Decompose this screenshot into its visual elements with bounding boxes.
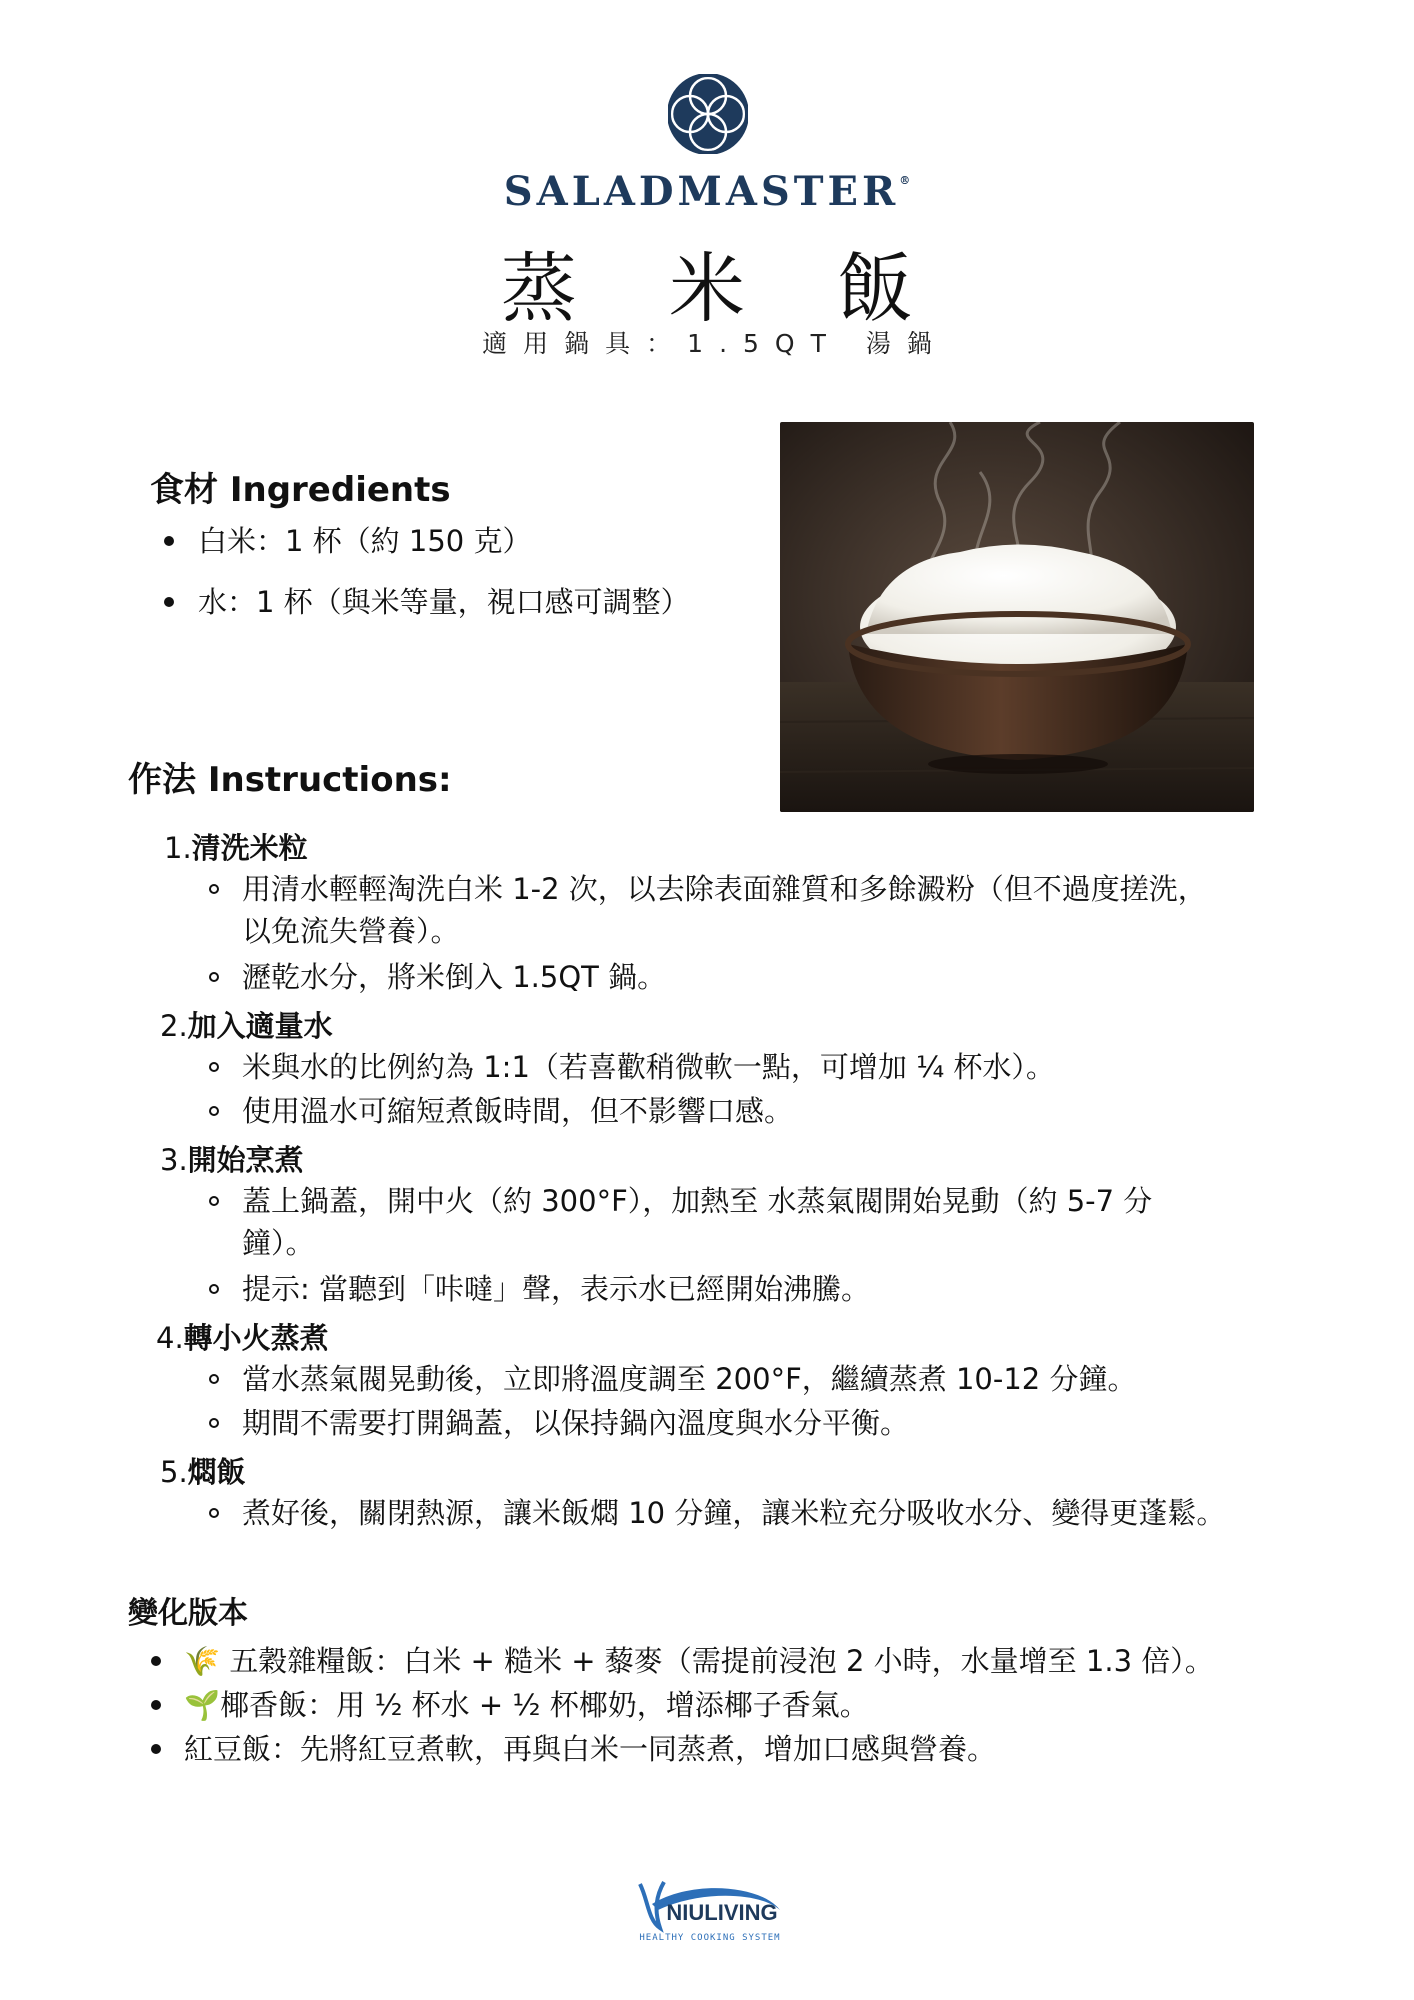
step-number: 4.: [156, 1321, 184, 1355]
seedling-icon: 🌱: [184, 1688, 221, 1722]
step-number: 2.: [160, 1009, 188, 1043]
step-point: 蓋上鍋蓋，開中火（約 300°F），加熱至 水蒸氣閥開始晃動（約 5-7 分: [242, 1184, 1153, 1218]
step-point-continued: 以免流失營養）。: [242, 914, 460, 948]
bullet-circle-icon: [209, 1106, 219, 1116]
step-point: 瀝乾水分，將米倒入 1.5QT 鍋。: [242, 960, 667, 994]
step-title-text: 燜飯: [187, 1455, 246, 1489]
bullet-icon: [164, 597, 174, 607]
step-title: [160, 1450, 246, 1491]
bullet-icon: [151, 1744, 161, 1754]
saladmaster-logo-icon: [668, 74, 748, 154]
page-title: 蒸 米 飯: [500, 244, 948, 333]
step-title: [164, 826, 308, 867]
footer-brand: NIULIVING: [666, 1900, 778, 1925]
step-number: 1.: [164, 831, 192, 865]
step-number: 5.: [160, 1455, 188, 1489]
variation-item: [184, 1684, 869, 1726]
step-point: 期間不需要打開鍋蓋，以保持鍋內溫度與水分平衡。: [242, 1406, 910, 1440]
step-number: 3.: [160, 1143, 188, 1177]
variation-text: 五穀雜糧飯：白米 + 糙米 + 藜麥（需提前浸泡 2 小時，水量增至 1.3 倍）。: [229, 1644, 1214, 1678]
footer-tagline: HEALTHY COOKING SYSTEM: [639, 1933, 781, 1943]
step-title-text: 轉小火蒸煮: [183, 1321, 329, 1355]
step-title-text: 加入適量水: [187, 1009, 333, 1043]
ingredient-item: 水：1 杯（與米等量，視口感可調整）: [198, 585, 690, 619]
variation-text: 紅豆飯：先將紅豆煮軟，再與白米一同蒸煮，增加口感與營養。: [184, 1732, 997, 1766]
step-title: [156, 1316, 329, 1357]
step-point: 使用溫水可縮短煮飯時間，但不影響口感。: [242, 1094, 794, 1128]
step-point: 用清水輕輕淘洗白米 1-2 次，以去除表面雜質和多餘澱粉（但不過度搓洗，: [242, 872, 1207, 906]
bullet-circle-icon: [209, 1508, 219, 1518]
bullet-icon: [151, 1700, 161, 1710]
grain-icon: 🌾: [184, 1644, 221, 1678]
bullet-icon: [164, 536, 174, 546]
step-point: 米與水的比例約為 1:1（若喜歡稍微軟一點，可增加 ¼ 杯水）。: [242, 1050, 1055, 1084]
instructions-heading: 作法 Instructions:: [128, 760, 452, 800]
step-point: 當水蒸氣閥晃動後，立即將溫度調至 200°F，繼續蒸煮 10-12 分鐘。: [242, 1362, 1137, 1396]
variations-heading: 變化版本: [128, 1596, 248, 1631]
registered-mark: ®: [899, 174, 911, 187]
bullet-circle-icon: [209, 1196, 219, 1206]
variation-text: 椰香飯：用 ½ 杯水 + ½ 杯椰奶，增添椰子香氣。: [220, 1688, 869, 1722]
brand-name: [0, 168, 1414, 215]
step-title: [160, 1004, 333, 1045]
bullet-circle-icon: [209, 972, 219, 982]
bullet-circle-icon: [209, 1062, 219, 1072]
bullet-circle-icon: [209, 884, 219, 894]
step-point-continued: 鐘）。: [242, 1226, 315, 1260]
bullet-circle-icon: [209, 1284, 219, 1294]
bullet-circle-icon: [209, 1418, 219, 1428]
step-title-text: 開始烹煮: [187, 1143, 304, 1177]
step-title-text: 清洗米粒: [191, 831, 308, 865]
brand-text: SALADMASTER: [503, 168, 900, 215]
niuliving-logo: [630, 1870, 790, 1950]
page-subtitle: 適用鍋具：1.5QT 湯鍋: [482, 329, 948, 358]
bullet-circle-icon: [209, 1374, 219, 1384]
step-point: 煮好後，關閉熱源，讓米飯燜 10 分鐘，讓米粒充分吸收水分、變得更蓬鬆。: [242, 1496, 1226, 1530]
ingredient-item: 白米：1 杯（約 150 克）: [198, 524, 532, 558]
rice-bowl-photo: [780, 422, 1254, 812]
ingredients-heading: 食材 Ingredients: [150, 470, 451, 510]
step-title: [160, 1138, 304, 1179]
variation-item: [184, 1640, 1214, 1682]
step-point: 提示: 當聽到「咔噠」聲，表示水已經開始沸騰。: [242, 1272, 870, 1306]
bullet-icon: [151, 1656, 161, 1666]
variation-item: [184, 1728, 996, 1770]
